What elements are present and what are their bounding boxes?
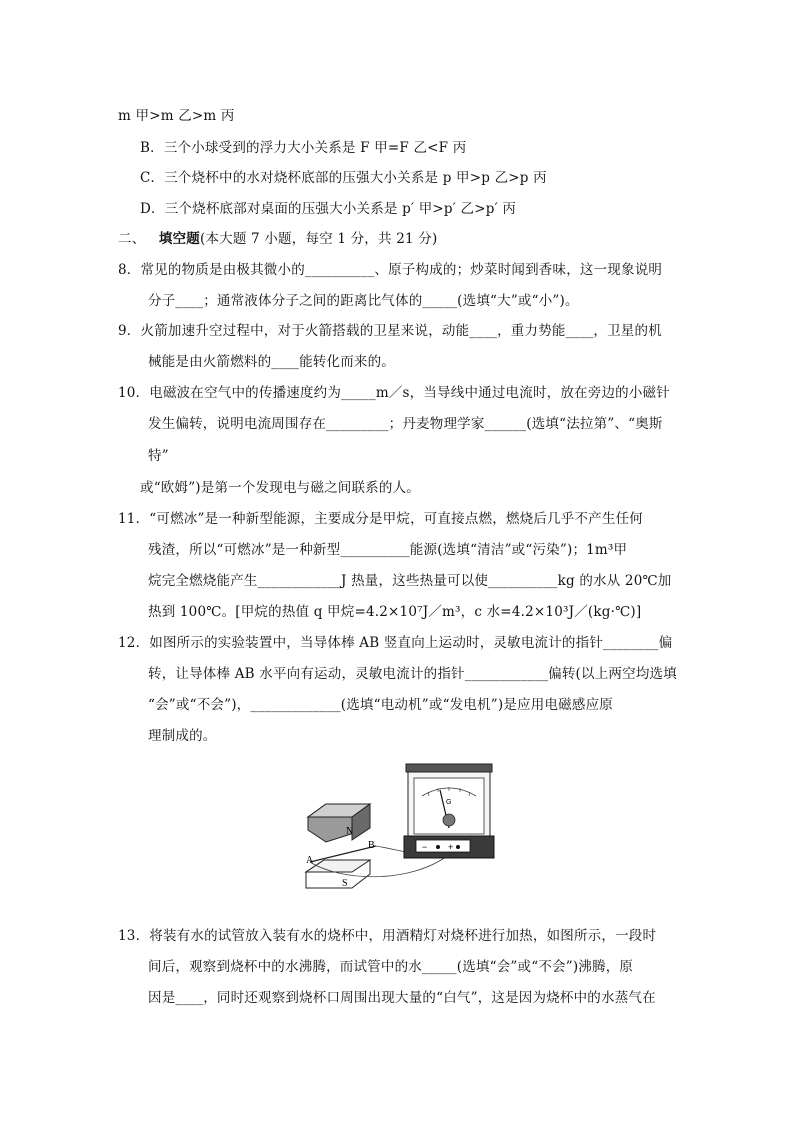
label-s: S xyxy=(342,878,348,889)
terminal-plus: + xyxy=(448,842,454,852)
terminal-minus: − xyxy=(422,842,428,852)
label-a: A xyxy=(306,855,314,866)
question-13-line-2: 间后，观察到烧杯中的水沸腾，而试管中的水_____(选填“会”或“不会”)沸腾，原 xyxy=(148,959,634,975)
question-8-line-1: 8．常见的物质是由极其微小的__________、原子构成的；炒菜时闻到香味，这一现象说明 xyxy=(118,262,663,278)
section-note: (本大题 7 小题，每空 1 分，共 21 分) xyxy=(200,231,438,247)
label-g: G xyxy=(446,799,452,806)
question-13-line-3: 因是____，同时还观察到烧杯口周围出现大量的“白气”，这是因为烧杯中的水蒸气在 xyxy=(148,990,656,1006)
section-number: 二、 xyxy=(118,231,146,247)
option-c: C．三个烧杯中的水对烧杯底部的压强大小关系是 p 甲>p 乙>p 丙 xyxy=(140,170,547,186)
question-10-line-1: 10．电磁波在空气中的传播速度约为_____m／s，当导线中通过电流时，放在旁边的小磁针 xyxy=(118,385,670,401)
question-12-line-3: “会”或“不会”)，_____________(选填“电动机”或“发电机”)是应用电磁感应原 xyxy=(148,697,613,713)
magnet-south xyxy=(306,860,370,889)
label-b: B xyxy=(368,840,375,851)
question-9-line-1: 9．火箭加速升空过程中，对于火箭搭载的卫星来说，动能____，重力势能____，卫星的机 xyxy=(118,323,662,339)
question-10-line-2: 发生偏转，说明电流周围存在_________；丹麦物理学家______(选填“法拉第”、“奥斯 xyxy=(148,416,663,432)
question-8-line-2: 分子____；通常液体分子之间的距离比气体的_____(选填“大”或“小”)。 xyxy=(148,293,579,309)
section-title: 填空题 xyxy=(158,231,200,247)
question-12-line-1: 12．如图所示的实验装置中，当导体棒 AB 竖直向上运动时，灵敏电流计的指针________偏 xyxy=(118,635,673,651)
question-10-line-4: 或“欧姆”)是第一个发现电与磁之间联系的人。 xyxy=(140,480,420,496)
question-13-line-1: 13．将装有水的试管放入装有水的烧杯中，用酒精灯对烧杯进行加热，如图所示，一段时 xyxy=(118,928,657,944)
option-d: D．三个烧杯底部对桌面的压强大小关系是 p′ 甲>p′ 乙>p′ 丙 xyxy=(140,201,517,217)
label-n: N xyxy=(346,826,354,837)
galvanometer xyxy=(404,764,494,858)
question-11-line-3: 烷完全燃烧能产生____________J 热量，这些热量可以使__________kg 的水从 20℃加 xyxy=(148,573,672,589)
question-12-line-4: 理制成的。 xyxy=(148,728,217,744)
question-10-line-3: 特” xyxy=(148,448,169,464)
question-12-line-2: 转，让导体棒 AB 水平向有运动，灵敏电流计的指针____________偏转(以上两空均选填 xyxy=(148,666,677,682)
question-9-line-2: 械能是由火箭燃料的____能转化而来的。 xyxy=(148,354,395,370)
mass-relation-line: m 甲>m 乙>m 丙 xyxy=(118,108,235,124)
electromagnetic-induction-figure xyxy=(298,762,498,912)
option-b: B．三个小球受到的浮力大小关系是 F 甲=F 乙<F 丙 xyxy=(140,140,467,156)
magnet-north xyxy=(308,804,370,842)
question-11-line-2: 残渣，所以“可燃冰”是一种新型__________能源(选填“清洁”或“污染”)；1m³甲 xyxy=(148,542,628,558)
question-11-line-1: 11．“可燃冰”是一种新型能源，主要成分是甲烷，可直接点燃，燃烧后几乎不产生任何 xyxy=(118,511,643,527)
question-11-line-4: 热到 100℃。[甲烷的热值 q 甲烷=4.2×10⁷J／m³，c 水=4.2×10³J／(kg·℃)] xyxy=(148,604,642,620)
section-heading xyxy=(118,229,437,249)
